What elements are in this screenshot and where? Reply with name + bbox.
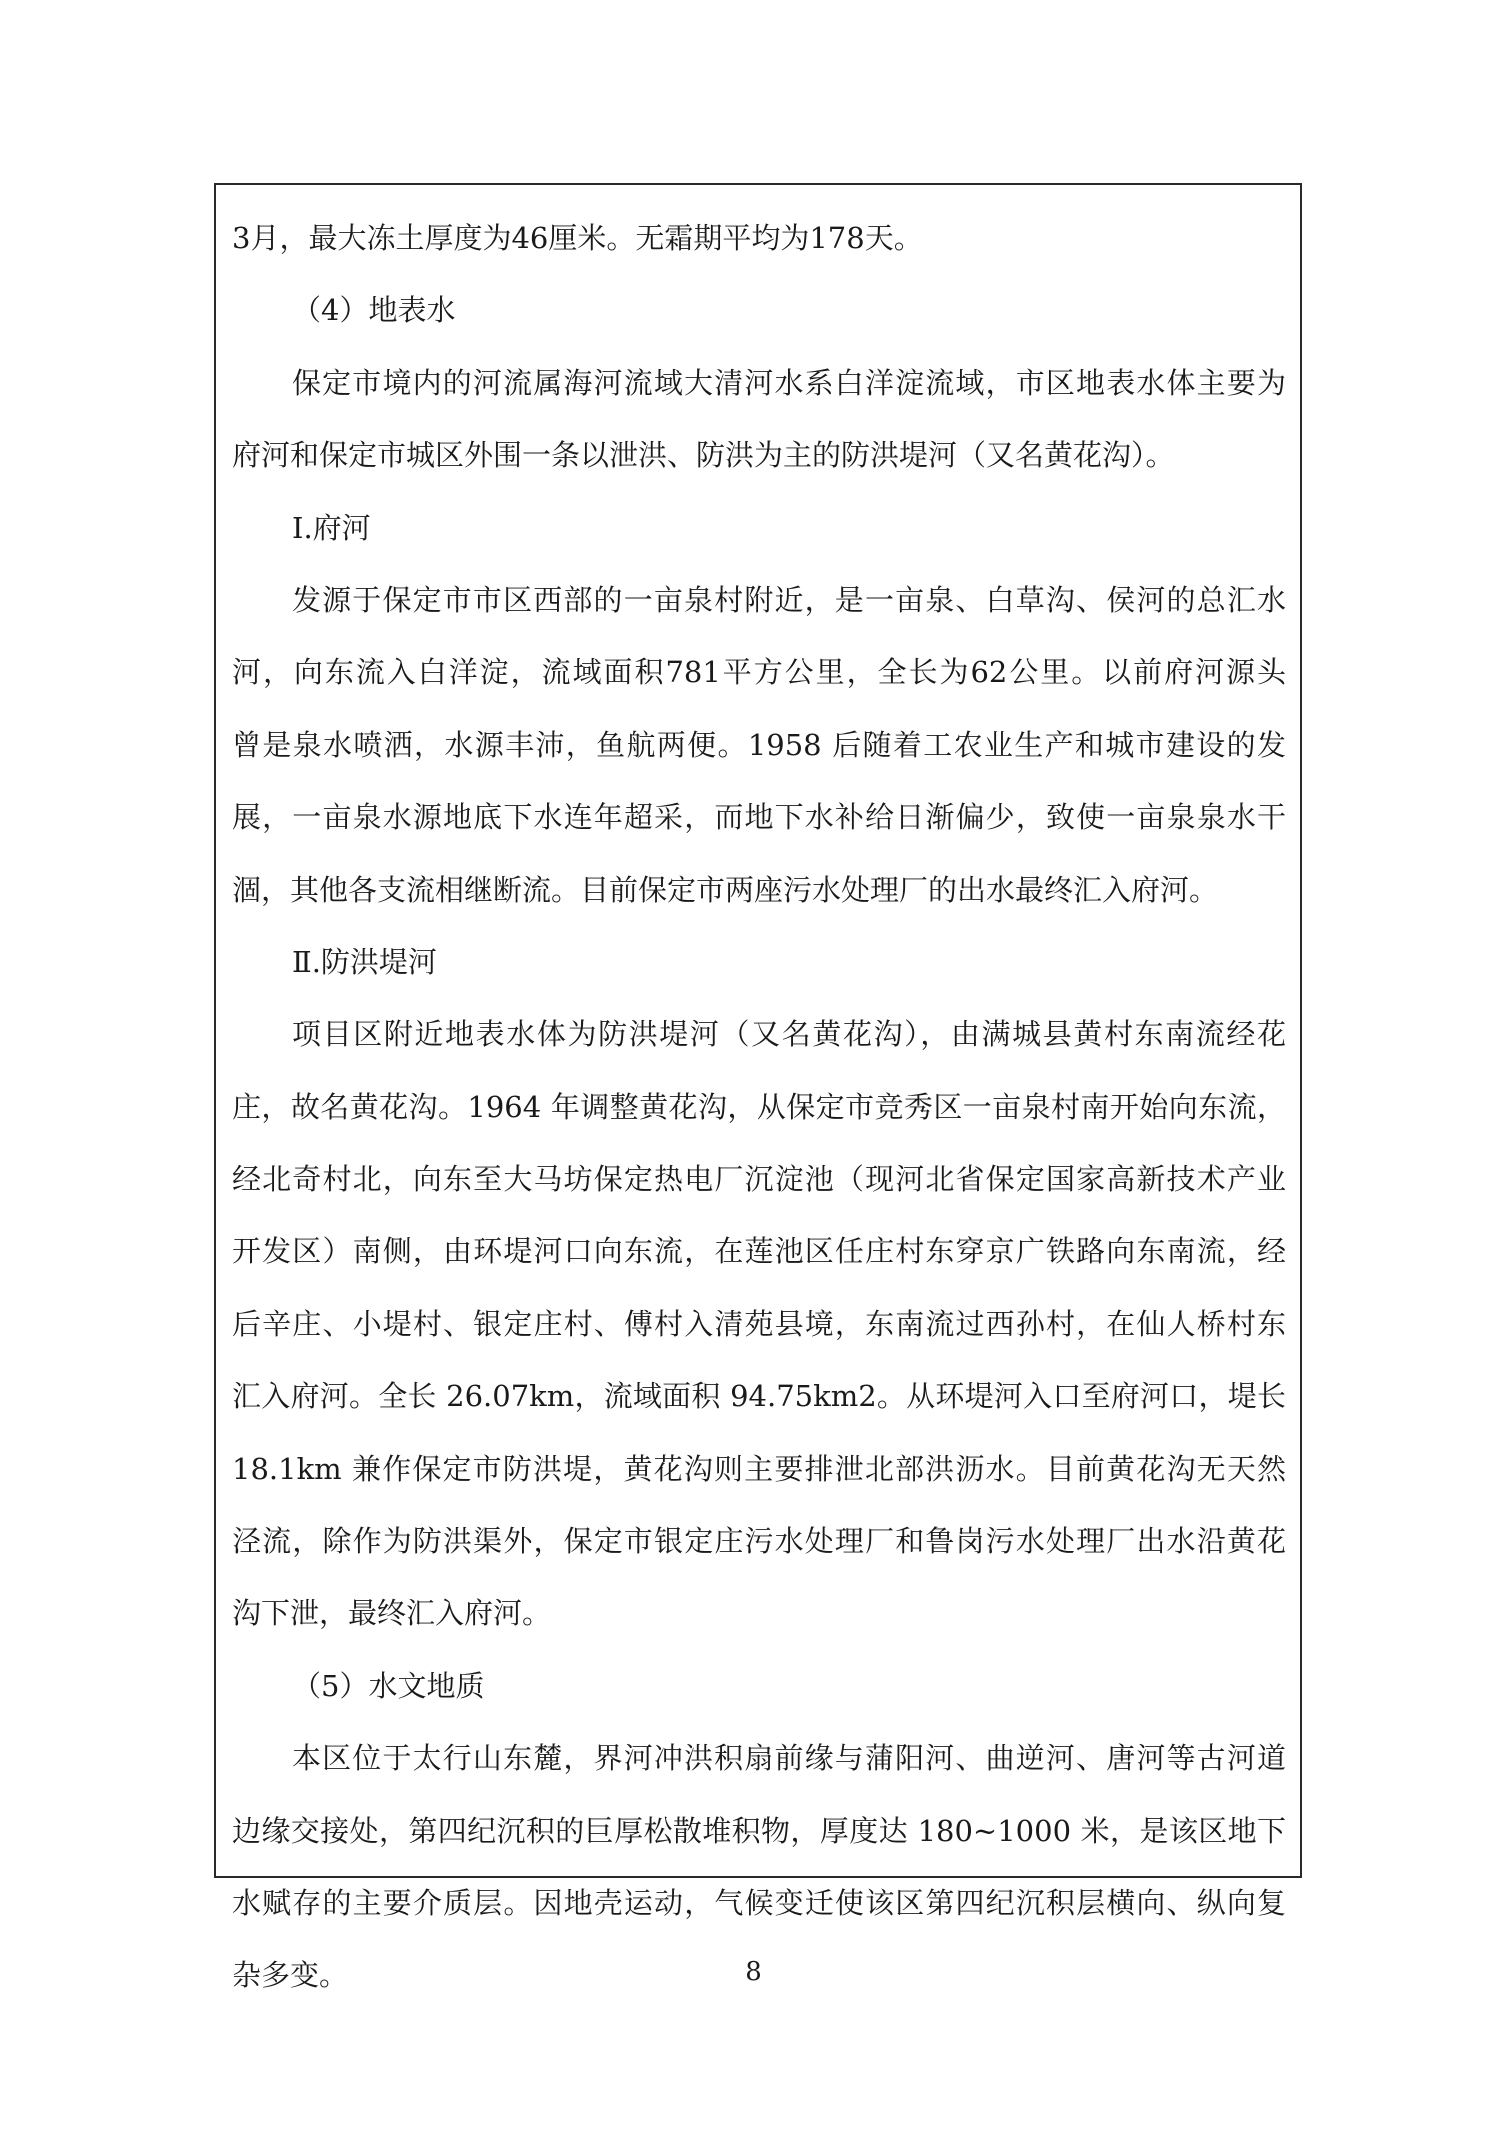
text-line: 18.1km 兼作保定市防洪堤，黄花沟则主要排泄北部洪沥水。目前黄花沟无天然 — [232, 1451, 1286, 1486]
text-line: 杂多变。 — [232, 1958, 349, 1993]
text-line: 项目区附近地表水体为防洪堤河（又名黄花沟），由满城县黄村东南流经花 — [292, 1017, 1286, 1052]
text-line: Ⅰ.府河 — [292, 510, 371, 545]
text-line: 曾是泉水喷洒，水源丰沛，鱼航两便。1958 后随着工农业生产和城市建设的发 — [232, 727, 1286, 762]
text-line: 沟下泄，最终汇入府河。 — [232, 1596, 552, 1631]
text-line: Ⅱ.防洪堤河 — [292, 944, 437, 979]
text-line: 河，向东流入白洋淀，流域面积781平方公里，全长为62公里。以前府河源头 — [232, 655, 1286, 690]
content-frame — [214, 183, 1302, 1993]
text-line: 边缘交接处，第四纪沉积的巨厚松散堆积物，厚度达 180~1000 米，是该区地下 — [232, 1813, 1286, 1848]
text-line: 3月，最大冻土厚度为46厘米。无霜期平均为178天。 — [232, 221, 923, 255]
body-text — [232, 202, 1286, 2012]
text-line: 汇入府河。全长 26.07km，流域面积 94.75km2。从环堤河入口至府河口，堤长 — [232, 1379, 1286, 1414]
text-line: 庄，故名黄花沟。1964 年调整黄花沟，从保定市竞秀区一亩泉村南开始向东流， — [232, 1089, 1286, 1124]
text-line: 后辛庄、小堤村、银定庄村、傅村入清苑县境，东南流过西孙村，在仙人桥村东 — [232, 1306, 1286, 1341]
text-line: 府河和保定市城区外围一条以泄洪、防洪为主的防洪堤河（又名黄花沟）。 — [232, 438, 1175, 473]
text-line: 泾流，除作为防洪渠外，保定市银定庄污水处理厂和鲁岗污水处理厂出水沿黄花 — [232, 1524, 1286, 1559]
text-line: （5）水文地质 — [292, 1668, 485, 1703]
text-line: 保定市境内的河流属海河流域大清河水系白洋淀流域，市区地表水体主要为 — [292, 365, 1286, 400]
text-line: 发源于保定市市区西部的一亩泉村附近，是一亩泉、白草沟、侯河的总汇水 — [292, 582, 1286, 617]
text-line: 展，一亩泉水源地底下水连年超采，而地下水补给日渐偏少，致使一亩泉泉水干 — [232, 800, 1286, 835]
text-line: 经北奇村北，向东至大马坊保定热电厂沉淀池（现河北省保定国家高新技术产业 — [232, 1162, 1286, 1197]
text-line: 涸，其他各支流相继断流。目前保定市两座污水处理厂的出水最终汇入府河。 — [232, 872, 1219, 907]
page-number: 8 — [745, 1957, 762, 1987]
text-line: 本区位于太行山东麓，界河冲洪积扇前缘与蒲阳河、曲逆河、唐河等古河道 — [292, 1741, 1286, 1776]
text-line: （4）地表水 — [292, 293, 456, 328]
text-line: 水赋存的主要介质层。因地壳运动，气候变迁使该区第四纪沉积层横向、纵向复 — [232, 1885, 1286, 1920]
text-line: 开发区）南侧，由环堤河口向东流，在莲池区任庄村东穿京广铁路向东南流，经 — [232, 1234, 1286, 1269]
